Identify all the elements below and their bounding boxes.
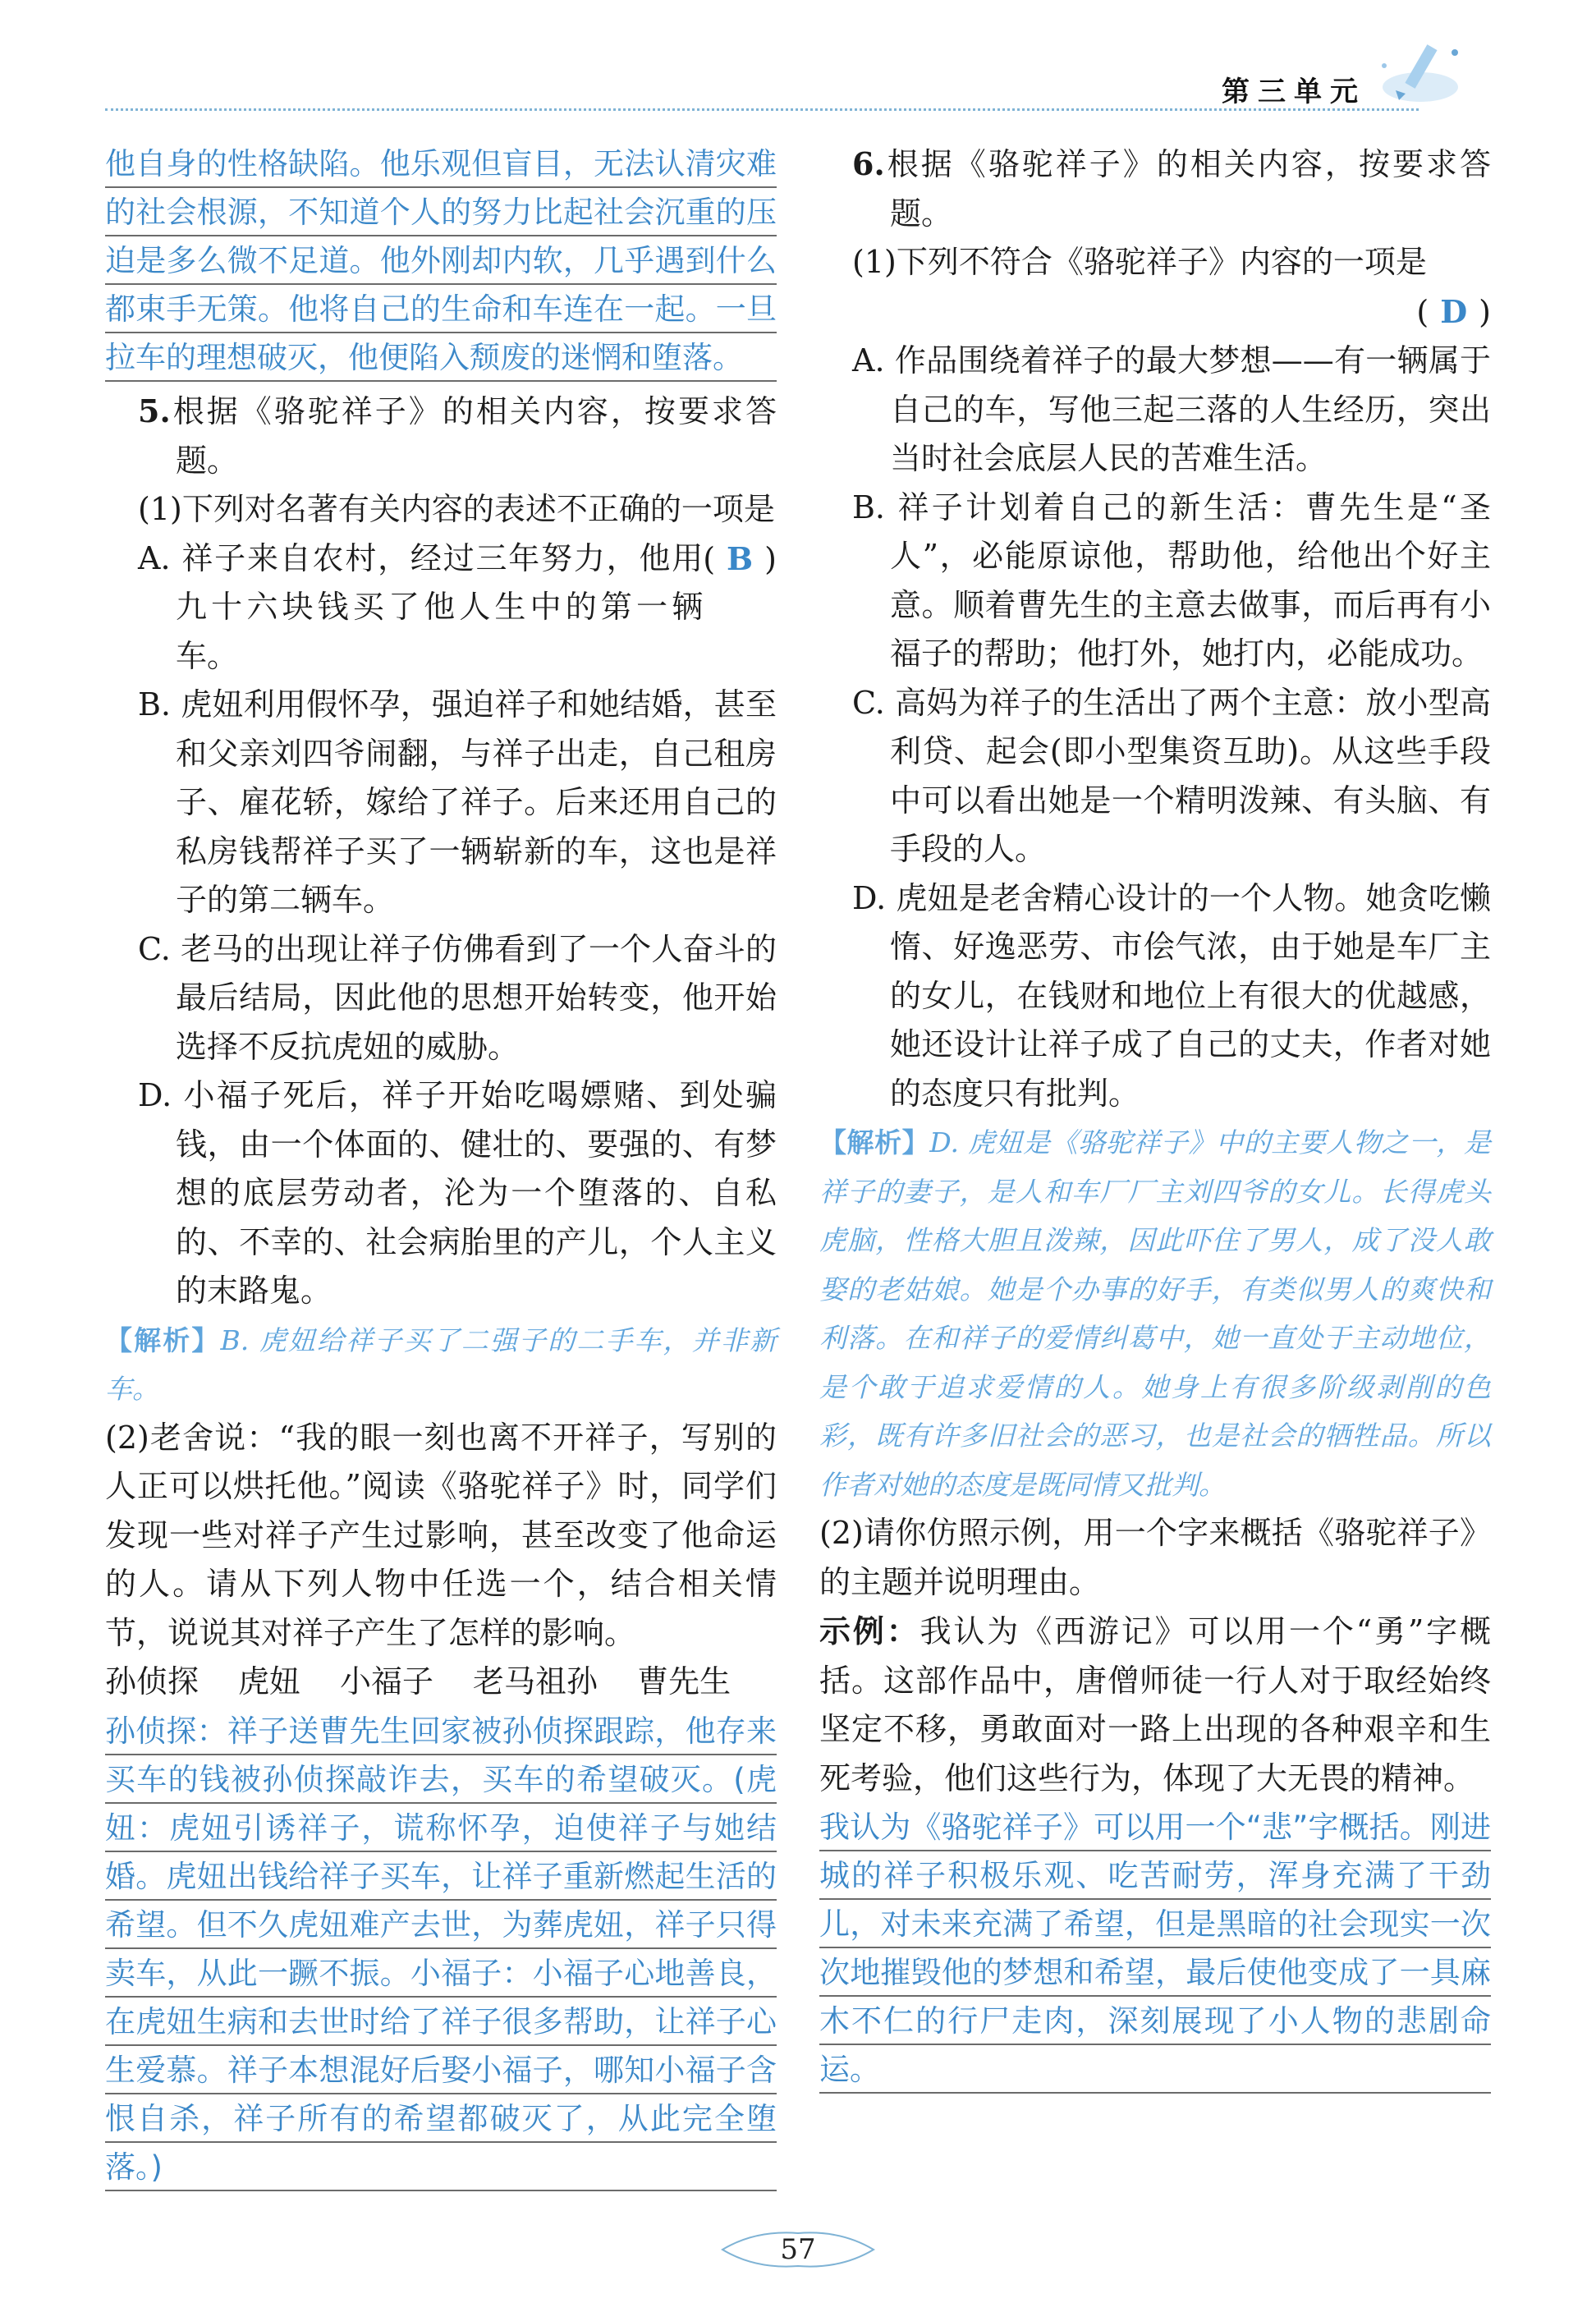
- header-divider: [105, 108, 1419, 111]
- question-6-1: (1)下列不符合《骆驼祥子》内容的一项是: [852, 244, 1427, 280]
- option-b: B. 虎妞利用假怀孕，强迫祥子和她结婚，甚至和父亲刘四爷闹翻，与祥子出走，自己租房子、雇花轿，嫁给了祥子。后来还用自己的私房钱帮祥子买了一辆崭新的车，这也是祥子的第二辆车。: [138, 686, 777, 918]
- question-5-2: (2)老舍说：“我的眼一刻也离不开祥子，写别的人正可以烘托他。”阅读《骆驼祥子》时，同学们发现一些对祥子产生过影响，甚至改变了他命运的人。请从下列人物中任选一个，结合相关情节，说说其对祥子产生了怎样的影响。: [105, 1419, 777, 1651]
- option-c: C. 老马的出现让祥子仿佛看到了一个人奋斗的最后结局，因此他的思想开始转变，他开始选择不反抗虎妞的威胁。: [138, 930, 777, 1065]
- option-a: A. 祥子来自农村，经过三年努力，他用九十六块钱买了他人生中的第一辆车。: [138, 539, 704, 674]
- answer-bracket: ( B ): [703, 539, 777, 577]
- analysis-text: B. 虎妞给祥子买了二强子的二手车，并非新车。: [105, 1323, 777, 1405]
- character-list: [105, 1658, 777, 1707]
- right-column: [819, 140, 1491, 2094]
- character-name: 虎妞: [238, 1663, 301, 1700]
- left-column: [105, 140, 777, 2191]
- question-6-number: 6.: [852, 145, 885, 182]
- question-5-2-answer: 孙侦探：祥子送曹先生回家被孙侦探跟踪，他存来买车的钱被孙侦探敲诈去，买车的希望破灭。(虎妞：虎妞引诱祥子，谎称怀孕，迫使祥子与她结婚。虎妞出钱给祥子买车，让祥子重新燃起生活的希望。但不久虎妞难产去世，为葬虎妞，祥子只得卖车，从此一蹶不振。小福子：小福子心地善良，在虎妞生病和去世时给了祥子很多帮助，让祥子心生爱慕。祥子本想混好后娶小福子，哪知小福子含恨自杀，祥子所有的希望都破灭了，从此完全堕落。): [105, 1707, 777, 2191]
- question-5-1: [105, 485, 777, 577]
- analysis-text: D. 虎妞是《骆驼祥子》中的主要人物之一，是祥子的妻子，是人和车厂厂主刘四爷的女儿。长得虎头虎脑，性格大胆且泼辣，因此吓住了男人，成了没人敢娶的老姑娘。她是个办事的好手，有类似男人的爽快和利落。在和祥子的爱情纠葛中，她一直处于主动地位，是个敢于追求爱情的人。她身上有很多阶级剥削的色彩，既有许多旧社会的恶习，也是社会的牺牲品。所以作者对她的态度是既同情又批判。: [819, 1126, 1491, 1501]
- analysis-tag: 【解析】: [105, 1323, 221, 1356]
- character-name: 孙侦探: [105, 1663, 200, 1700]
- question-6-stem: [819, 140, 1491, 238]
- question-6-text: 根据《骆驼祥子》的相关内容，按要求答题。: [884, 146, 1491, 232]
- character-name: 曹先生: [637, 1663, 732, 1700]
- question-5-number: 5.: [138, 392, 171, 429]
- answer-letter: D: [1440, 292, 1468, 330]
- prev-question-answer: 他自身的性格缺陷。他乐观但盲目，无法认清灾难的社会根源，不知道个人的努力比起社会沉重的压迫是多么微不足道。他外刚却内软，几乎遇到什么都束手无策。他将自己的生命和车连在一起。一旦拉车的理想破灭，他便陷入颓废的迷惘和堕落。: [105, 140, 777, 382]
- question-5-stem: [105, 387, 777, 485]
- answer-letter: B: [727, 539, 754, 577]
- example: [819, 1607, 1491, 1803]
- question-6-2: (2)请你仿照示例，用一个字来概括《骆驼祥子》的主题并说明理由。: [819, 1515, 1491, 1600]
- page-number: 57: [780, 2233, 816, 2266]
- question-6-2-answer: 我认为《骆驼祥子》可以用一个“悲”字概括。刚进城的祥子积极乐观、吃苦耐劳，浑身充满了干劲儿，对未来充满了希望，但是黑暗的社会现实一次次地摧毁他的梦想和希望，最后使他变成了一具麻木不仁的行尸走肉，深刻展现了小人物的悲剧命运。: [819, 1803, 1491, 2094]
- option-b: B. 祥子计划着自己的新生活：曹先生是“圣人”，必能原谅他，帮助他，给他出个好主意。顺着曹先生的主意去做事，而后再有小福子的帮助；他打外，她打内，必能成功。: [852, 489, 1491, 672]
- question-5-1-text: (1)下列对名著有关内容的表述不正确的一项是: [138, 491, 775, 527]
- option-c: C. 高妈为祥子的生活出了两个主意：放小型高利贷、起会(即小型集资互助)。从这些手段中可以看出她是一个精明泼辣、有头脑、有手段的人。: [852, 684, 1491, 867]
- option-a: A. 作品围绕着祥子的最大梦想——有一辆属于自己的车，写他三起三落的人生经历，突出当时社会底层人民的苦难生活。: [852, 342, 1491, 476]
- answer-bracket: ( D ): [1416, 292, 1491, 330]
- analysis: [819, 1118, 1491, 1509]
- character-name: 小福子: [340, 1663, 434, 1700]
- analysis-tag: 【解析】: [819, 1126, 930, 1158]
- analysis: [105, 1316, 777, 1414]
- example-text: 我认为《西游记》可以用一个“勇”字概括。这部作品中，唐僧师徒一行人对于取经始终坚定不移，勇敢面对一路上出现的各种艰辛和生死考验，他们这些行为，体现了大无畏的精神。: [819, 1613, 1491, 1796]
- pencil-cloud-icon: [1363, 33, 1478, 115]
- unit-title: 第三单元: [1222, 76, 1366, 108]
- character-name: 老马祖孙: [473, 1663, 598, 1700]
- option-d: D. 虎妞是老舍精心设计的一个人物。她贪吃懒惰、好逸恶劳、市侩气浓，由于她是车厂主的女儿，在钱财和地位上有很大的优越感，她还设计让祥子成了自己的丈夫，作者对她的态度只有批判。: [852, 879, 1491, 1112]
- question-5-text: 根据《骆驼祥子》的相关内容，按要求答题。: [170, 393, 777, 479]
- option-d: D. 小福子死后，祥子开始吃喝嫖赌、到处骗钱，由一个体面的、健壮的、要强的、有梦想的底层劳动者，沦为一个堕落的、自私的、不幸的、社会病胎里的产儿，个人主义的末路鬼。: [138, 1077, 777, 1309]
- example-label: 示例：: [819, 1612, 920, 1649]
